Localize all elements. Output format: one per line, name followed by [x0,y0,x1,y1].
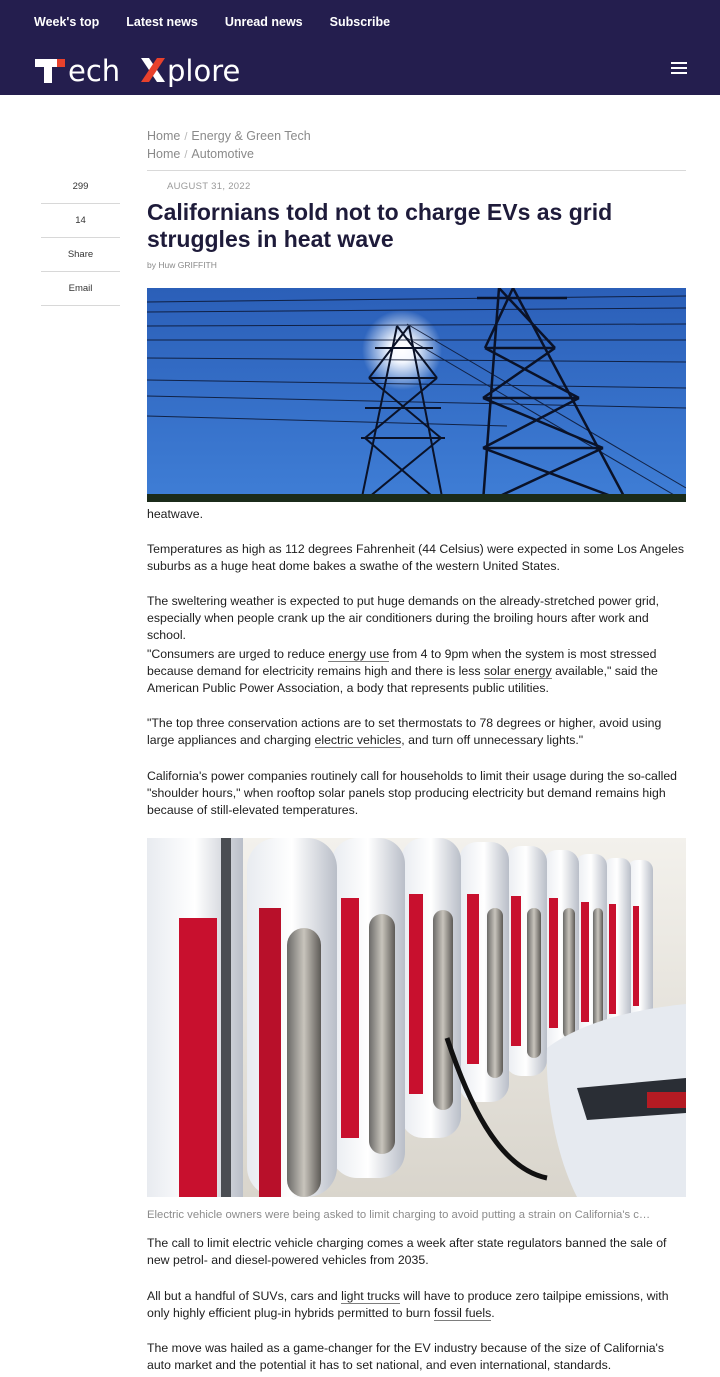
link-light-trucks[interactable]: light trucks [341,1289,400,1303]
nav-latest-news[interactable]: Latest news [126,15,198,29]
text-run: , and turn off unnecessary lights." [401,733,584,748]
comments-count[interactable]: 14 [41,204,120,238]
article-title: Californians told not to charge EVs as grid struggles in heat wave [147,199,613,252]
breadcrumb-automotive[interactable]: Automotive [191,147,254,161]
breadcrumb-energy[interactable]: Energy & Green Tech [191,129,311,143]
ev-chargers-photo [147,838,686,1197]
share-button[interactable]: Share [41,238,120,272]
paragraph [147,1288,687,1322]
paragraph: The move was hailed as a game-changer for the EV industry because of the size of California's auto market and the potential it has to set national, and even international, standards. [147,1341,665,1373]
paragraph: California's power companies routinely call for households to limit their usage during the so-called "shoulder hours," when rooftop solar panels stop producing electricity but demand remains high because of still-elevated temperatures. [147,769,678,818]
share-sidebar [41,170,120,306]
link-solar-energy[interactable]: solar energy [483,664,552,679]
nav-subscribe[interactable]: Subscribe [329,15,391,29]
paragraph: The call to limit electric vehicle charging comes a week after state regulators banned the sale of new petrol- and diesel-powered vehicles from 2035. [147,1236,667,1268]
nav-unread-news[interactable]: Unread news [224,15,303,29]
likes-count[interactable]: 299 [41,170,120,204]
breadcrumb-separator: / [184,149,188,161]
logo-mark [35,52,245,88]
hero-image[interactable] [147,288,686,502]
article-byline: by Huw GRIFFITH [147,260,217,270]
text-run: "The top three conservation actions are to set thermostats to 78 degrees or higher, avoid using large appliances and charging [147,716,662,748]
site-header [0,0,720,95]
link-fossil-fuels[interactable]: fossil fuels [433,1306,492,1321]
breadcrumb [147,128,686,171]
article-photo[interactable] [147,838,686,1197]
paragraph: Temperatures as high as 112 degrees Fahrenheit (44 Celsius) were expected in some Los Angeles suburbs as a huge heat dome bakes a swathe of the western United States. [147,542,685,574]
text-run: will have to produce zero tailpipe emissions, with only highly efficient plug-in hybrids permitted to burn [147,1289,669,1321]
svg-text:ech: ech [68,54,121,88]
breadcrumb-home[interactable]: Home [147,147,181,161]
photo-caption: Electric vehicle owners were being asked to limit charging to avoid putting a strain on California's c… [147,1209,651,1221]
top-nav [34,15,417,29]
breadcrumb-row [147,128,686,146]
breadcrumb-row [147,146,686,164]
article-date: AUGUST 31, 2022 [167,181,251,192]
link-energy-use[interactable]: energy use [328,647,390,661]
site-logo[interactable] [35,52,245,88]
text-run: available," said the American Public Power Association, a body that represents public utilities. [147,664,658,696]
paragraph [147,715,687,749]
svg-text:plore: plore [167,54,241,88]
breadcrumb-separator: / [184,131,188,143]
text-run: All but a handful of SUVs, cars and [147,1289,342,1303]
paragraph [147,646,687,698]
link-electric-vehicles[interactable]: electric vehicles [314,733,402,748]
text-run: "Consumers are urged to reduce [147,647,329,661]
paragraph: The sweltering weather is expected to put huge demands on the already-stretched power grid, especially when people crank up the air conditioners during the broiling hours after work and school. [147,594,659,643]
body-fragment: heatwave. [147,507,204,521]
text-run: from 4 to 9pm when the system is most stressed because demand for electricity remains high and there is less [147,647,657,679]
email-button[interactable]: Email [41,272,120,306]
nav-weeks-top[interactable]: Week's top [34,15,100,29]
transmission-towers-photo [147,288,686,502]
menu-icon[interactable] [671,62,687,74]
text-run: . [491,1306,495,1321]
breadcrumb-home[interactable]: Home [147,129,181,143]
